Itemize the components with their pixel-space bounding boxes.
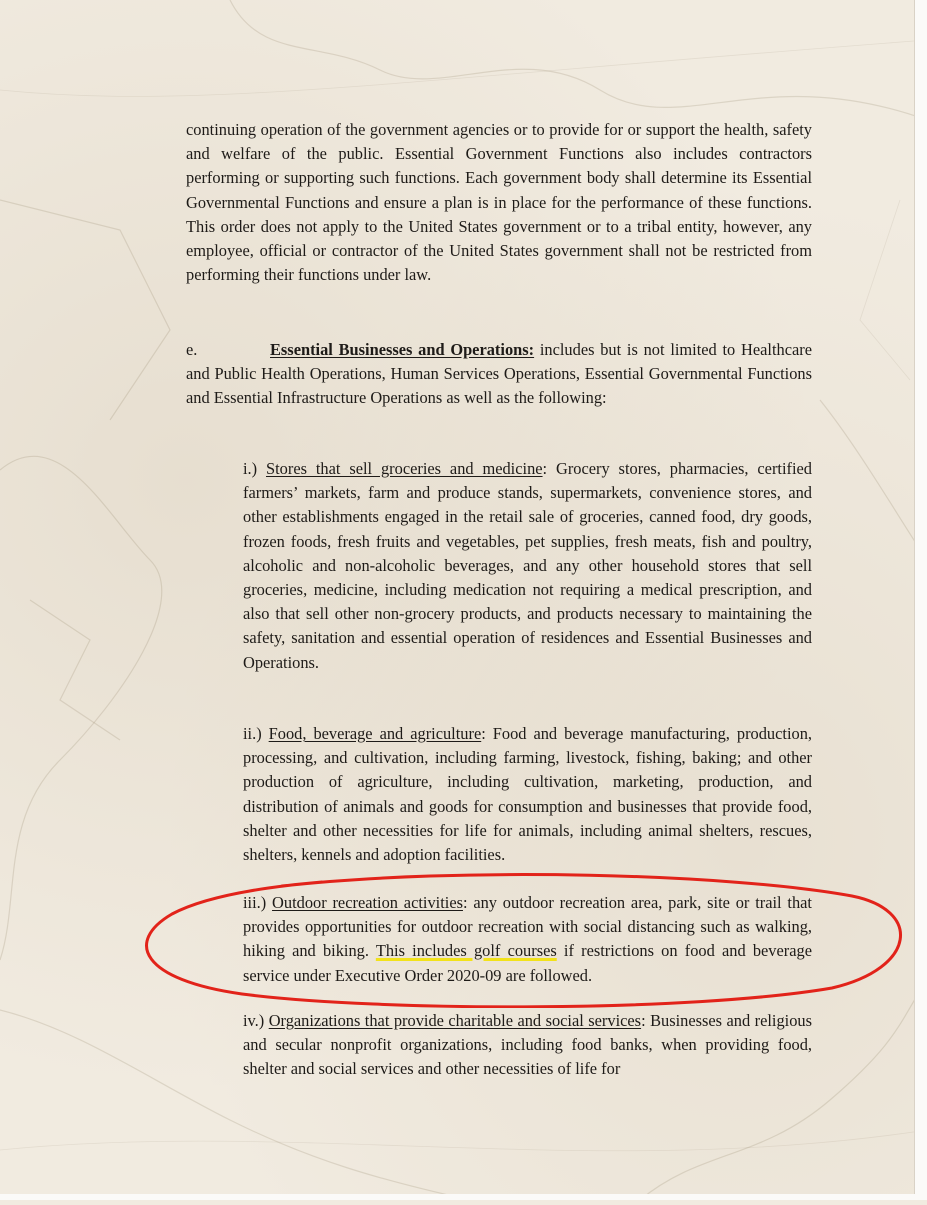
item-heading: Outdoor recreation activities <box>272 893 463 912</box>
list-item-iv <box>243 1009 812 1082</box>
item-number: iv.) <box>243 1011 269 1030</box>
continuation-text: continuing operation of the government agencies or to provide for or support the health, safety and welfare of the public. Essential Government Functions also includes contractors performing or supporting such functions. Each government body shall determine its Essential Governmental Functions and ensure a plan is in place for the performance of these functions. This order does not apply to the United States government or to a tribal entity, however, any employee, official or contractor of the United States government shall not be restricted from performing their functions under law. <box>186 120 812 285</box>
list-item-iii <box>243 891 812 988</box>
scan-edge <box>914 0 927 1200</box>
item-heading: Food, beverage and agriculture <box>268 724 482 743</box>
list-item-i <box>243 457 812 675</box>
item-body: : Businesses and religious and secular nonprofit organizations, including food banks, when providing food, shelter and social services and other necessities of life for <box>243 1011 812 1079</box>
item-number: ii.) <box>243 724 269 743</box>
section-e-marker: e. <box>186 340 198 359</box>
section-e-body: includes but is not limited to Healthcare and Public Health Operations, Human Services Operations, Essential Governmental Functions and Essential Infrastructure Operations as well as the following: <box>186 340 812 408</box>
item-body-after: if restrictions on food and beverage service under Executive Order 2020-09 are followed. <box>243 941 812 985</box>
item-body: : Food and beverage manufacturing, production, processing, and cultivation, including farming, livestock, fishing, baking; and other production of agriculture, including cultivation, marketing, production, and distribution of animals and goods for consumption and businesses that provide food, shelter and other necessities for life for animals, including animal shelters, rescues, shelters, kennels and adoption facilities. <box>243 724 812 865</box>
item-heading: Stores that sell groceries and medicine <box>266 459 543 478</box>
item-body: : any outdoor recreation area, park, site or trail that provides opportunities for outdoor recreation with social distancing such as walking, hiking and biking. <box>243 893 812 961</box>
item-number: iii.) <box>243 893 273 912</box>
item-body: : Grocery stores, pharmacies, certified farmers’ markets, farm and produce stands, supermarkets, convenience stores, and other establishments engaged in the retail sale of groceries, canned food, dry goods, frozen foods, fresh fruits and vegetables, pet supplies, fresh meats, fish and poultry, alcoholic and non-alcoholic beverages, and any other household stores that sell groceries, medicine, including medication not requiring a medical prescription, and also that sell other non-grocery products, and products necessary to maintaining the safety, sanitation and essential operation of residences and Essential Businesses and Operations. <box>243 459 812 672</box>
list-item-ii <box>243 722 812 867</box>
continuation-paragraph <box>186 118 812 287</box>
section-e-paragraph <box>186 338 812 411</box>
item-number: i.) <box>243 459 266 478</box>
item-heading: Organizations that provide charitable and social services <box>268 1011 642 1030</box>
section-e-heading: Essential Businesses and Operations: <box>270 340 535 359</box>
highlighted-golf-text: This includes golf courses <box>375 941 557 961</box>
scan-edge-bottom <box>0 1194 927 1200</box>
